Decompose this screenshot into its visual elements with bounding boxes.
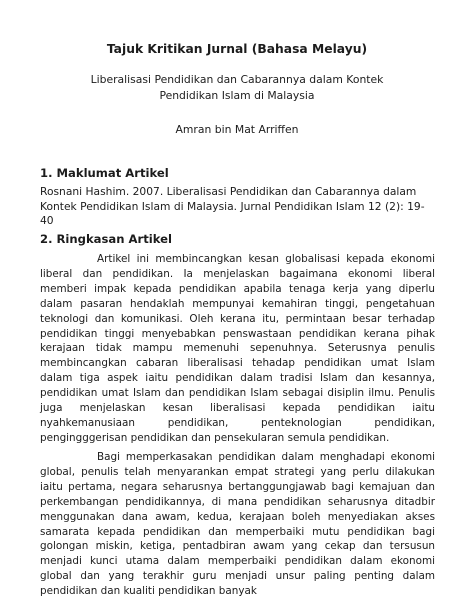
section-heading-maklumat-artikel: 1. Maklumat Artikel bbox=[40, 166, 169, 180]
section-heading-ringkasan-artikel: 2. Ringkasan Artikel bbox=[40, 232, 172, 246]
summary-paragraph-1: Artikel ini membincangkan kesan globalisasi kepada ekonomi liberal dan pendidikan. Ia menjelaskan bagaimana ekonomi liberal memberi impak kepada pendidikan apabila tenaga kerja yang diperlu dalam pasaran hendaklah mempunyai kemahiran tinggi, pengetahuan teknologi dan komunikasi. Oleh kerana itu, permintaan besar terhadap pendidikan tinggi menyebabkan penswastaan pendidikan kerana pihak kerajaan tidak mampu memenuhi sepenuhnya. Seterusnya penulis membincangkan cabaran liberalisasi tehadap pendidikan umat Islam dalam tiga aspek iaitu pendidikan dalam tradisi Islam dan kesannya, pendidikan umat Islam dan pendidikan Islam sebagai disiplin ilmu. Penulis juga menjelaskan kesan liberalisasi kepada pendidikan iaitu nyahkemanusiaan pendidikan, penteknologian pendidikan, pengingggerisan pendidikan dan pensekularan semula pendidikan. bbox=[40, 253, 435, 444]
summary-paragraph-2: Bagi memperkasakan pendidikan dalam menghadapi ekonomi global, penulis telah menyarankan empat strategi yang perlu dilakukan iaitu pertama, negara seharusnya bertanggungjawab bagi kemajuan dan perkembangan pendidikannya, di mana pendidikan seharusnya ditadbir menggunakan dana awam, kedua, kerajaan boleh menyediakan akses samarata kepada pendidikan dan memperbaiki mutu pendidikan bagi golongan miskin, ketiga, pentadbiran awam yang cekap dan tersusun menjadi kunci utama dalam memperbaiki pendidikan dalam ekonomi global dan yang terakhir guru menjadi unsur paling penting dalam pendidikan dan kualiti pendidikan banyak bbox=[40, 451, 435, 598]
author-name: Amran bin Mat Arriffen bbox=[175, 123, 299, 136]
document-title: Tajuk Kritikan Jurnal (Bahasa Melayu) bbox=[106, 42, 368, 56]
article-citation: Rosnani Hashim. 2007. Liberalisasi Pendidikan dan Cabarannya dalam Kontek Pendidikan Islam di Malaysia. Jurnal Pendidikan Islam 12 (2): 19-40 bbox=[40, 185, 425, 228]
document-subtitle: Liberalisasi Pendidikan dan Cabarannya dalam Kontek Pendidikan Islam di Malaysia bbox=[90, 73, 384, 102]
